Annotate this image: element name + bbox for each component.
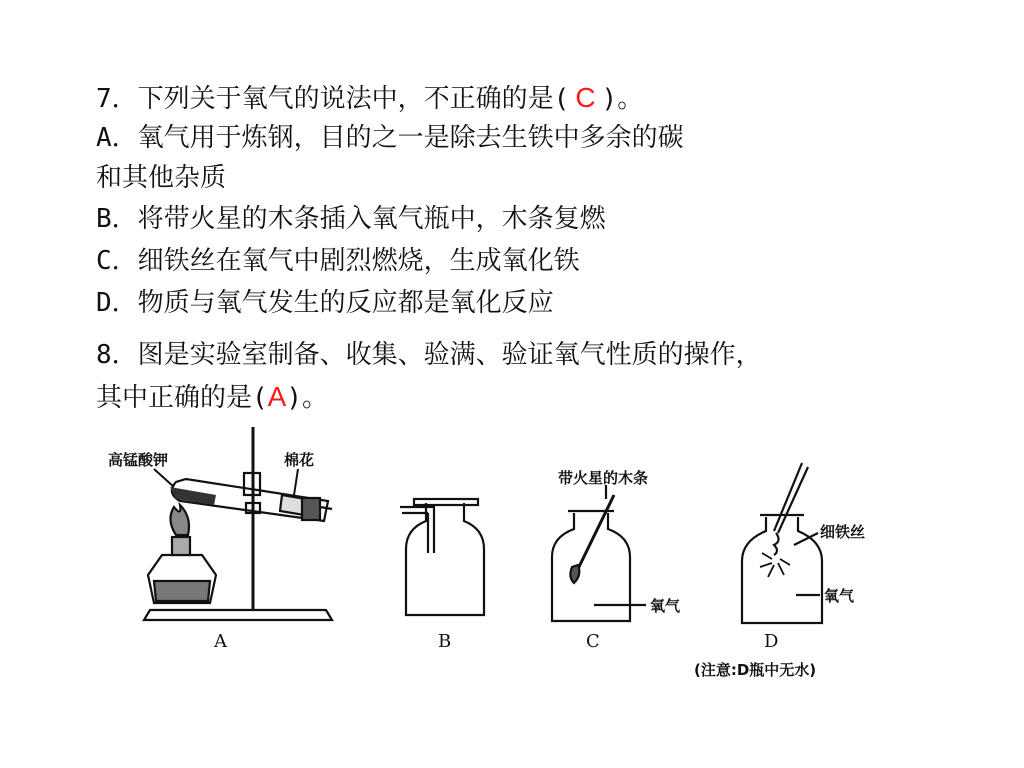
- q7-option-c: C．细铁丝在氧气中剧烈燃烧，生成氧化铁: [96, 246, 580, 276]
- q7-option-b: B．将带火星的木条插入氧气瓶中，木条复燃: [96, 204, 606, 234]
- q8-stem-line2: [96, 379, 328, 416]
- label-glowing-splint: 带火星的木条: [558, 469, 649, 487]
- flame: [170, 505, 189, 535]
- caption-a: A: [214, 631, 227, 652]
- caption-b: B: [438, 631, 452, 652]
- caption-c: C: [586, 631, 600, 652]
- label-kmno4: 高锰酸钾: [108, 451, 169, 469]
- q7-stem-text: 7．下列关于氧气的说法中，不正确的是(: [96, 84, 570, 114]
- iron-wire: [774, 533, 779, 555]
- q7-stem: [96, 80, 643, 117]
- q7-option-a-cont: 和其他杂质: [96, 163, 227, 193]
- glass-plate-b: [414, 499, 478, 505]
- q7-answer: C: [575, 82, 596, 113]
- q8-stem: 8．图是实验室制备、收集、验满、验证氧气性质的操作，: [96, 340, 762, 370]
- label-oxygen-c: 氧气: [650, 597, 681, 615]
- sparks: [760, 553, 790, 577]
- tongs: [774, 463, 808, 533]
- delivery-tube: [320, 507, 332, 509]
- q7-option-a: A．氧气用于炼钢，目的之一是除去生铁中多余的碳: [96, 123, 684, 153]
- apparatus-d: [742, 463, 822, 623]
- apparatus-b: [400, 499, 484, 615]
- iron-stand-base: [144, 610, 332, 620]
- caption-d: D: [764, 631, 779, 652]
- q8-answer: A: [267, 381, 287, 412]
- q8-stem-text: 其中正确的是(: [96, 383, 268, 413]
- q7-option-d: D．物质与氧气发生的反应都是氧化反应: [96, 288, 554, 318]
- experiment-diagram: [106, 425, 892, 685]
- label-oxygen-d: 氧气: [824, 587, 855, 605]
- bottle-b: [406, 503, 484, 615]
- label-iron-wire: 细铁丝: [820, 523, 866, 541]
- lamp-wick-holder: [172, 537, 190, 555]
- label-cotton: 棉花: [284, 451, 315, 469]
- experiment-figure: [106, 425, 892, 685]
- q7-stem-end: )。: [601, 84, 644, 114]
- splint-ember: [570, 565, 579, 583]
- q8-stem-end: )。: [286, 383, 328, 413]
- lamp-liquid: [154, 581, 210, 601]
- stopper: [302, 498, 320, 520]
- apparatus-c: [552, 485, 646, 621]
- figure-note: (注意:D瓶中无水): [694, 661, 817, 679]
- splint: [576, 495, 614, 573]
